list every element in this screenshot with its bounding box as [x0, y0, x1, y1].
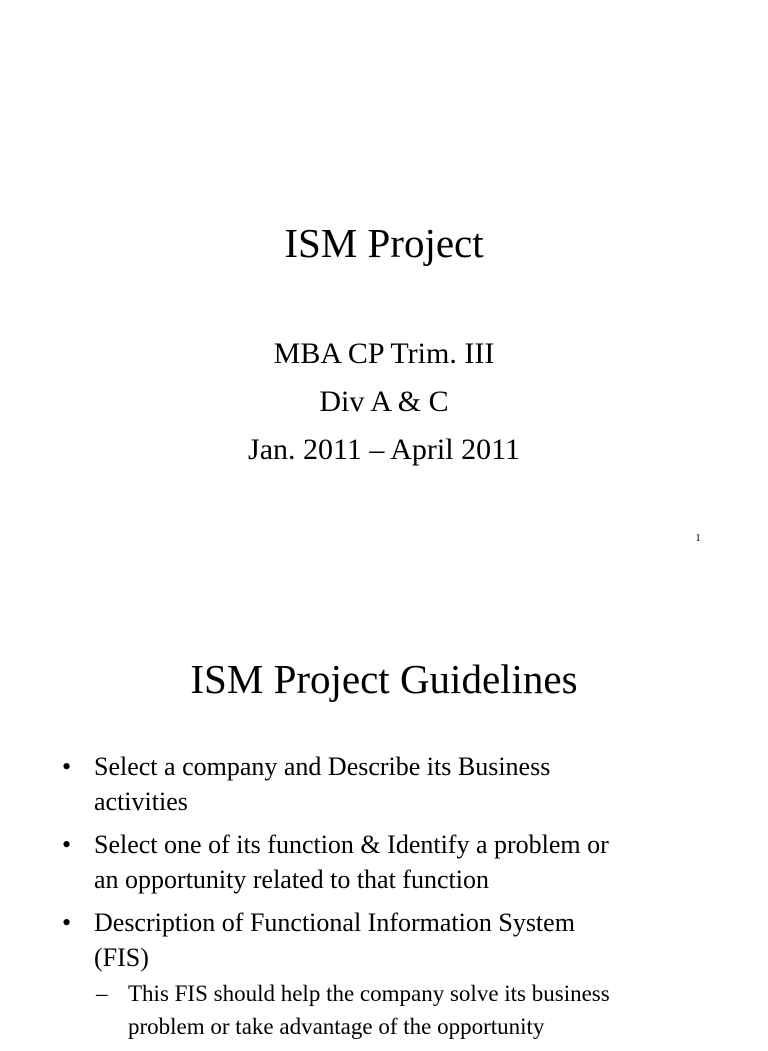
bullet-line: (FIS) — [94, 943, 149, 972]
sub-bullet-line: problem or take advantage of the opportunity — [128, 1014, 545, 1039]
bullet-icon: • — [62, 830, 72, 859]
bullet-line: an opportunity related to that function — [94, 865, 489, 894]
list-item — [62, 749, 722, 819]
slide-title: ISM Project Guidelines — [190, 656, 578, 702]
subtitle-division: Div A & C — [319, 385, 449, 418]
sub-list — [94, 977, 722, 1043]
bullet-icon: • — [62, 908, 72, 937]
bullet-icon: • — [62, 752, 72, 781]
bullet-line: Description of Functional Information System — [94, 908, 575, 937]
list-item — [62, 905, 722, 1043]
subtitle-dates: Jan. 2011 – April 2011 — [248, 433, 520, 466]
page-number: 1 — [695, 532, 701, 544]
bullet-line: Select one of its function & Identify a problem or — [94, 830, 609, 859]
sub-list-item — [94, 977, 722, 1043]
dash-icon: – — [96, 981, 108, 1006]
guidelines-slide — [0, 570, 768, 1039]
slide-title: ISM Project — [284, 220, 484, 266]
guidelines-list — [62, 749, 722, 1051]
sub-bullet-line: This FIS should help the company solve its business — [128, 981, 610, 1006]
subtitle-program: MBA CP Trim. III — [273, 337, 495, 370]
bullet-line: activities — [94, 787, 188, 816]
bullet-line: Select a company and Describe its Business — [94, 752, 551, 781]
list-item — [62, 827, 722, 897]
